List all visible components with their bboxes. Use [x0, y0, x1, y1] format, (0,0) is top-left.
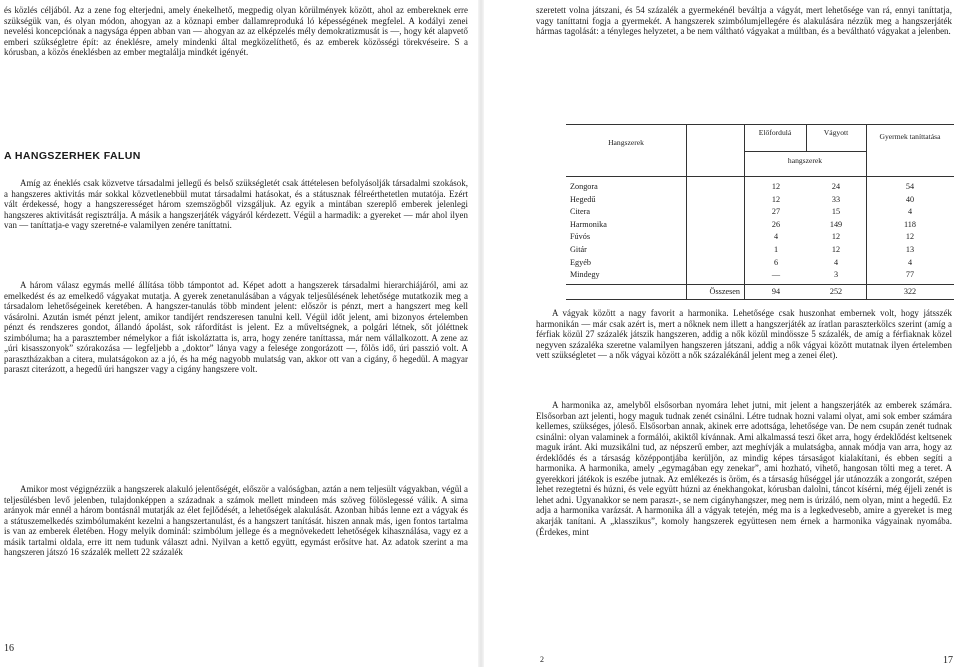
table-header-instruments: Hangszerek	[608, 138, 644, 147]
table-header-occurrence: Előfordulá	[758, 128, 792, 137]
table-row-occurrence: 12	[771, 194, 781, 204]
table-row-instrument: Harmonika	[570, 219, 607, 229]
left-paragraph-2: A három válasz egymás mellé állítása több támpontot ad. Képet adott a hangszerek társadalmi hierarchiájáról, ami az emelkedést és az emelkedő vágyakat mutatja. A gyerek zenetanulásában a vágyak teljesülésének lehetősége mutatkozik meg a társadalom lehetőségeinek keretében. A hangszer-tanulás több mindent jelent: először is pénzt, mert a hangszert meg kell vásárolni. Azután ismét pénzt jelent, amikor tandíjért rendszeresen tanulni kell. Végül időt jelent, ami bizonyos értelemben pénzt és rendszeres gondot, állandó ápolást, sok ráfordítást is jelent. Ez a műveltségnek, a polgári létnek, sőt jóléttnek szimbóluma; ha a parasztember némelykor a fiát iskoláztatta is, arra, hogy zenére taníttassa, már nem vállalkozott. A zene az „úri kisasszonyok” szórakozása — legfeljebb a „doktor” lánya vagy a felesége zongorázott —, fölös idő, úri passzió volt. A parasztházakban a citera, mulatságokon az a jó, és ha még nagyobb mulatság van, akkor ott van a cigány, ő hegedül. A magyar paraszt citerázott, a hegedű úri hangszer vagy a cigány hangszere volt.	[4, 280, 468, 375]
table-row-children: 4	[907, 257, 913, 267]
table-row-wish: 15	[831, 207, 841, 217]
table-row-instrument: Citera	[570, 207, 591, 217]
table-row-occurrence: 1	[773, 245, 779, 254]
left-paragraph-1: Amíg az éneklés csak közvetve társadalmi jellegű és belső szükségletét csak áttételesen befolyásolják társadalmi szokások, a hangszeres aktivitás már sokkal közvetlenebbül mutat társadalmi hatásokat, és a státusznak félreérthetetlen mutatója. Ezért vált érdekessé, hogy a hangszerességet három szemszögből vizsgáljuk. Az egyik a mintában szereplő emberek jelenlegi hangszeres aktivitását regisztrálja. A másik a hangszerjáték vágyáról kérdezett. Végül a harmadik: a gyereket — már ahol ilyen van — taníttatja-e vagy szeretné-e valamilyen zenére taníttatni.	[4, 178, 468, 231]
table-row-wish: 12	[831, 232, 841, 242]
right-page	[490, 0, 959, 667]
table-row-children: 13	[905, 245, 915, 254]
left-page	[0, 0, 472, 667]
table-row-wish: 24	[831, 182, 841, 191]
table-row-children: 12	[905, 232, 915, 242]
table-row-occurrence: 26	[771, 219, 781, 229]
page-number-left: 16	[4, 643, 14, 654]
table-row-instrument: Fúvós	[570, 232, 591, 242]
table-total-children: 322	[903, 287, 917, 296]
table-row-children: 4	[907, 207, 913, 217]
right-paragraph-2: A harmonika az, amelyből elsősorban nyomára lehet jutni, mit jelent a hangszerjáték az emberek számára. Elsősorban azt jelenti, hogy maguk tudnak zenét csinálni. Létre tudnak hozni valami olyat, ami sok ember számára kellemes, szükséges, jóleső. Elsősorban annak, akinek erre adottsága, lehetősége van. De nem csupán zenét tudnak csinálni: olyan valaminek a formálói, akiktől kívánnak. Ami alkalmassá teszi őket arra, hogy érdeklődést keltsenek maguk iránt. Aki muzsikálni tud, az népszerű ember, azt meghívják a mulatságba, annak módja van arra, hogy az érdeklődés és a társaság középpontjába kerüljön, az mindig képes társaságot kialakítani, és ebben segíti a harmonika. A harmonika, amely „egymagában egy zenekar”, ami hozható, vihető, hangosan tölti meg a teret. A gyerekkori játékok is eszébe jutnak. Az emlékezés is öröm, és a társaság hűséggel jár utánozzák a zongorát, szépen lehet rezegtetni és húzni, és vele együtt húzni az énekhangokat, kórusban dalolni, táncot kísérni, még éjjeli zenét is lehet adni. Ugyanakkor se nem paraszt-, se nem cigányhangszer, meg nem is úrizáló, nem olyan, mint a hegedű. Ez adja a harmonika varázsát. A harmonika áll a vágyak tetején, még ma is a legkedvesebb, amire a gyereket is meg akarják tanítani. A „klasszikus”, komoly hangszerek együttesen nem érnek a harmonika vágyainak nyomába. (Érdekes, mint	[536, 400, 952, 537]
left-intro-paragraph: és közlés céljából. Az a zene fog elterjedni, amely énekelhető, megpedig olyan körülmények között, ahol az embereknek erre szükségük van, és olyan módon, ahogyan az a köznapi ember dallamreproduká ló képességének megfelel. A kodályi zenei nevelési koncepciónak a nagysága éppen abban van — ahogyan az az elképzelés mély demokratizmusát is —, hogy két alapvető emberi szükségletre épít: az éneklésre, amely mindenki által megközelíthető, és az emberek közösségi törekvéseire. S a kórusban, a közös éneklésben az ember megtalálja mindkét igényét.	[4, 5, 468, 58]
page-marker-small: 2	[540, 655, 544, 664]
table-row-children: 77	[905, 270, 915, 280]
instrument-table	[566, 124, 954, 300]
table-row-children: 40	[905, 194, 915, 204]
table-row-wish: 3	[833, 270, 839, 280]
page-number-right: 17	[943, 655, 953, 666]
table-header-wish: Vágyott	[823, 128, 849, 137]
table-total-label: Összesen	[709, 287, 740, 296]
table-row-children: 118	[904, 219, 916, 229]
table-total-wish: 252	[829, 287, 843, 296]
table-subheader: hangszerek	[787, 156, 823, 165]
table-total-occurrence: 94	[771, 287, 781, 296]
left-paragraph-3: Amikor most végignézzük a hangszerek alakuló jelentőségét, először a valóságban, aztán a nem teljesült vágyakban, végül a teljesülésben levő jelenben, tulajdonképpen a századnak a számok mellett mindeen más szöveg fölöslegessé válik. A sima arányok már ennél a három bontásnál mutatják az élet fejlődését, a lehetőségek alakulását. Azonban hibás lenne ezt a vágyak és a státuszemelkedés szimbólumaként kezelni a hangszertanulást, és a hangszert tanítását. hiszen annak más, igen fontos tartalma is van az emberek életében. Hogy melyik dominál: szimbólum jellege és a megnövekedett lehetőségek kihasználása, vagy ez a másik tartalmi oldala, erre itt nem tudunk választ adni. Nyilvan a kettő együtt, egymást erősítve hat. Az adatok szerint a ma hangszeren játszó 16 százalék mellett 22 százalék	[4, 484, 468, 558]
table-row-wish: 12	[831, 245, 841, 254]
table-header-children: Gyermek taníttatása	[879, 132, 941, 141]
table-row-instrument: Gitár	[570, 245, 587, 254]
table-row-occurrence: 6	[773, 257, 779, 267]
table-row-occurrence: —	[771, 270, 781, 280]
table-row-instrument: Zongora	[570, 182, 598, 191]
right-intro-paragraph: szeretett volna játszani, és 54 százalék a gyermekénél beváltja a vágyát, mert lehetősége van rá, ennyi taníttatja, vagy taníttatni fogja a gyermekét. A hangszerek szimbólumjellegére és alakulására nézzük meg a hangszerjáték hármas tagolását: a tényleges helyzetet, a be nem váltható vágyakat a múltban, és a beváltható vágyakat a jelenben.	[536, 5, 952, 37]
table-row-instrument: Mindegy	[570, 270, 600, 280]
table-row-instrument: Egyéb	[570, 257, 591, 267]
table-row-wish: 33	[831, 194, 841, 204]
table-row-children: 54	[905, 182, 915, 191]
table-row-occurrence: 4	[773, 232, 779, 242]
table-row-instrument: Hegedű	[570, 194, 596, 204]
table-row-occurrence: 27	[771, 207, 781, 217]
table-row-wish: 149	[829, 219, 843, 229]
book-gutter	[478, 0, 484, 667]
table-row-wish: 4	[833, 257, 839, 267]
table-row-occurrence: 12	[771, 182, 781, 191]
section-heading: A HANGSZERHEK FALUN	[4, 150, 141, 162]
right-paragraph-1: A vágyak között a nagy favorit a harmonika. Lehetősége csak huszonhat embernek volt, hogy játsszék harmonikán — már csak azért is, mert a nőknek nem illett a hangszerjáték az íratlan paraszterkölcs szerint (amíg a férfiak közül 27 százalék játszik hangszeren, addig a nők közül mindössze 5 százalék, de amíg a férfiaknak közel negyven százaléka szeretne valamilyen hangszeren játszani, addig a nők vágyai között mutatnak ilyen értelemben vett szükségletet — a nők vágyai között a nők százalékánál jelent meg a zenei élet).	[536, 308, 952, 361]
